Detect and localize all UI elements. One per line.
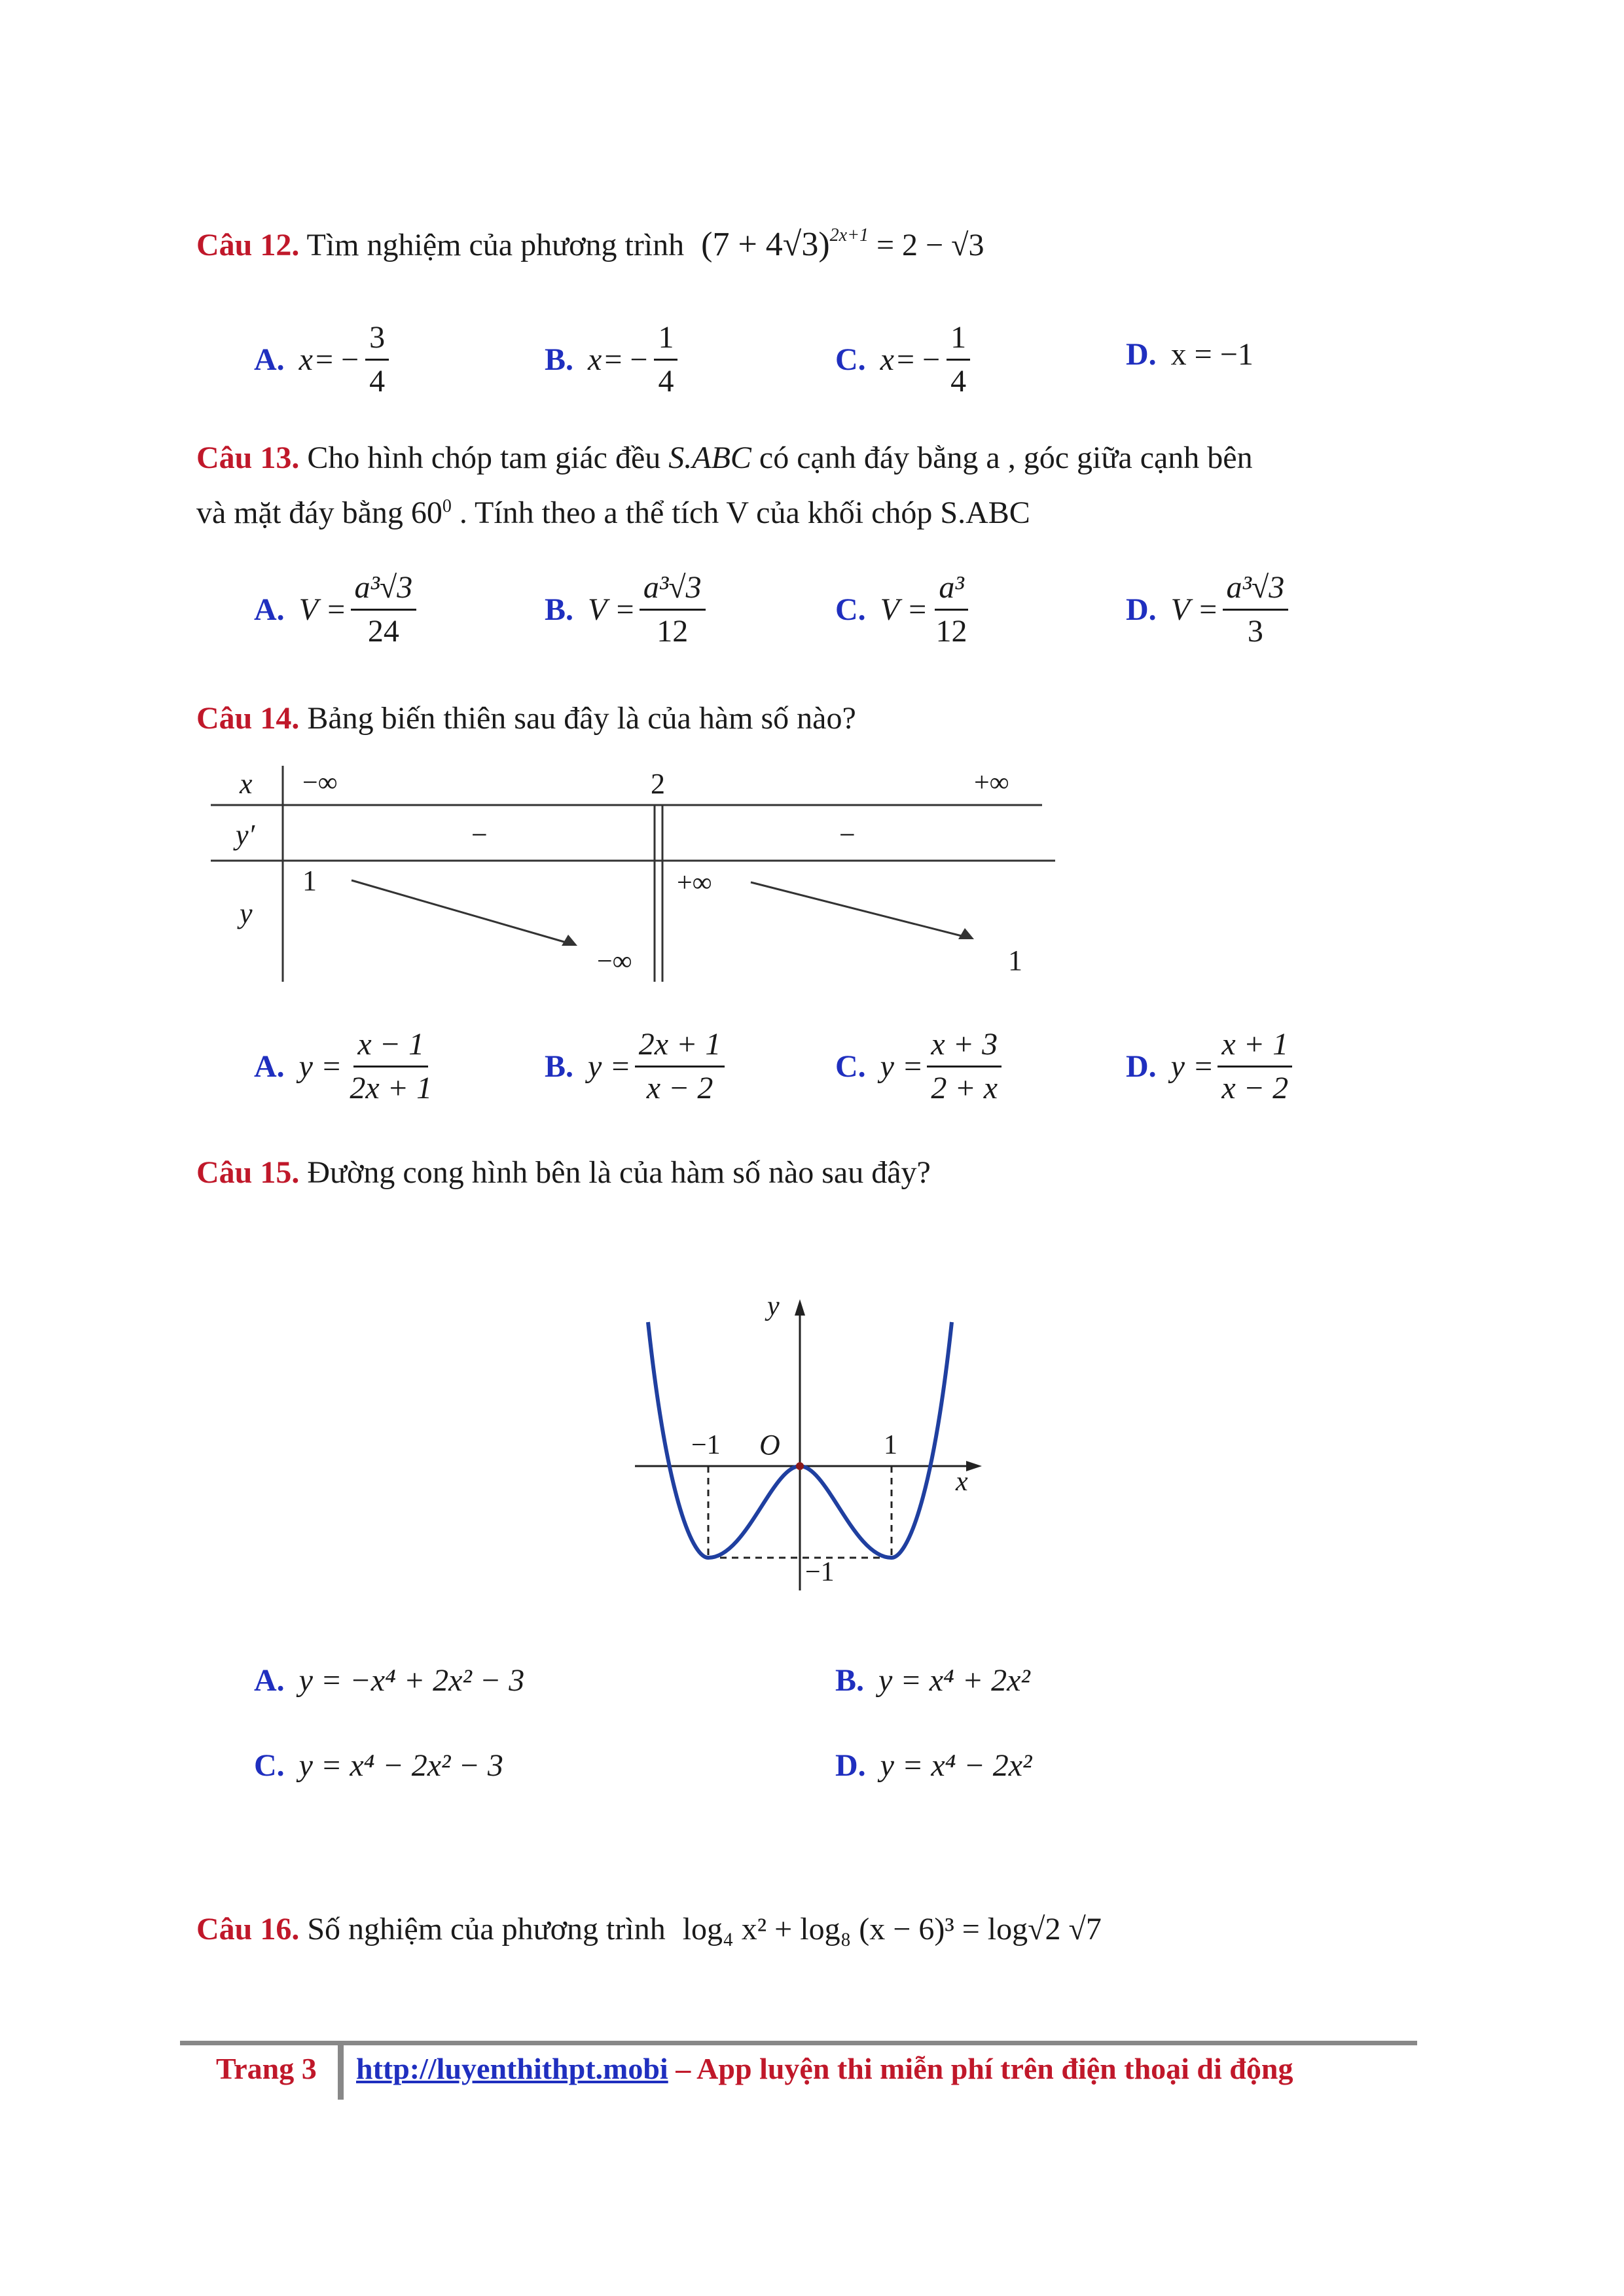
question-16 xyxy=(196,1910,1102,1949)
question-text: Đường cong hình bên là của hàm số nào sau đây? xyxy=(307,1155,931,1190)
option-label: A. xyxy=(254,592,285,627)
origin-point xyxy=(796,1462,804,1470)
numerator: a³√3 xyxy=(1223,569,1289,611)
arrowhead-right xyxy=(958,928,974,939)
tick-label-y-neg1: −1 xyxy=(805,1557,835,1587)
question-14 xyxy=(196,699,856,738)
option-fraction xyxy=(1218,1026,1292,1107)
equation-exponent: 2x+1 xyxy=(829,225,869,245)
x-right-value: +∞ xyxy=(974,768,1009,798)
option-label: C. xyxy=(835,1049,866,1084)
x-mid-value: 2 xyxy=(651,768,665,800)
denominator: 12 xyxy=(935,614,967,649)
tick-label-x-pos1: 1 xyxy=(884,1430,897,1460)
footer-separator xyxy=(338,2045,344,2100)
denominator: x − 2 xyxy=(646,1071,713,1105)
text-pre: Cho hình chóp tam giác đều xyxy=(307,440,669,475)
q12-option-c[interactable] xyxy=(835,319,974,400)
q15-option-d[interactable] xyxy=(835,1748,1032,1784)
q14-option-a[interactable] xyxy=(254,1026,440,1107)
numerator: a³√3 xyxy=(640,569,706,611)
option-label: D. xyxy=(1126,592,1157,627)
question-line-1 xyxy=(196,439,1427,478)
option-fraction xyxy=(947,319,970,400)
yprime-right-sign: − xyxy=(839,819,856,851)
option-label: A. xyxy=(254,342,285,377)
option-label: A. xyxy=(254,1049,285,1084)
option-label: D. xyxy=(1126,337,1157,372)
option-lhs: V = xyxy=(298,592,347,627)
q14-option-c[interactable] xyxy=(835,1026,1005,1107)
numerator: a³√3 xyxy=(351,569,417,611)
numerator: 3 xyxy=(365,319,389,361)
y-left-bottom: −∞ xyxy=(597,946,632,977)
option-lhs: y = xyxy=(880,1049,924,1084)
option-label: D. xyxy=(835,1748,866,1783)
option-label: C. xyxy=(835,592,866,627)
tick-label-x-neg1: −1 xyxy=(691,1430,721,1460)
option-lhs: V = xyxy=(1170,592,1219,627)
option-lhs: y = xyxy=(1170,1049,1214,1084)
q13-option-d[interactable] xyxy=(1126,569,1292,650)
variation-table-lines xyxy=(211,766,1055,988)
q13-option-a[interactable] xyxy=(254,569,420,650)
x-axis-arrow xyxy=(966,1461,982,1471)
q13-option-b[interactable] xyxy=(545,569,710,650)
option-lhs: y = xyxy=(298,1049,342,1084)
option-lhs: V = xyxy=(588,592,636,627)
equation: log₄ x² + log₈ (x − 6)³ = log√2 √7 xyxy=(682,1912,1102,1946)
option-var: x xyxy=(588,342,602,377)
q12-option-d[interactable] xyxy=(1126,336,1254,372)
footer-link[interactable]: http://luyenthithpt.mobi xyxy=(356,2052,668,2085)
denominator: 4 xyxy=(369,364,386,399)
option-sign: = − xyxy=(896,342,941,377)
option-text: y = x⁴ + 2x² xyxy=(878,1663,1030,1698)
question-label: Câu 12. xyxy=(196,228,300,262)
option-fraction xyxy=(351,569,417,650)
equation-left: (7 + 4√3) xyxy=(701,226,830,263)
numerator: x − 1 xyxy=(353,1026,428,1067)
denominator: x − 2 xyxy=(1221,1071,1289,1105)
option-label: A. xyxy=(254,1663,285,1698)
denominator: 4 xyxy=(950,364,967,399)
row-label-x: x xyxy=(240,768,253,800)
question-text: Tìm nghiệm của phương trình xyxy=(306,228,685,262)
question-13 xyxy=(196,439,1427,533)
option-lhs: y = xyxy=(588,1049,631,1084)
denominator: 12 xyxy=(657,614,689,649)
pyramid-name: S.ABC xyxy=(668,440,751,475)
option-label: D. xyxy=(1126,1049,1157,1084)
variation-table xyxy=(211,766,1055,988)
option-fraction xyxy=(927,1026,1001,1107)
decrease-arrow-right xyxy=(751,882,967,937)
row-label-yprime: y′ xyxy=(236,819,255,851)
denominator: 3 xyxy=(1247,614,1263,649)
option-label: B. xyxy=(835,1663,865,1698)
option-label: B. xyxy=(545,1049,574,1084)
q12-option-a[interactable] xyxy=(254,319,393,400)
option-sign: = − xyxy=(604,342,648,377)
denominator: 2 + x xyxy=(931,1071,998,1105)
option-text: y = x⁴ − 2x² xyxy=(880,1748,1032,1783)
denominator: 2x + 1 xyxy=(350,1071,433,1105)
q12-option-b[interactable] xyxy=(545,319,681,400)
option-text: x = −1 xyxy=(1170,337,1254,372)
decrease-arrow-left xyxy=(352,880,571,944)
denominator: 24 xyxy=(367,614,399,649)
option-sign: = − xyxy=(315,342,359,377)
question-line-2 xyxy=(196,487,1427,533)
numerator: x + 1 xyxy=(1218,1026,1292,1067)
option-fraction xyxy=(932,569,971,650)
row-label-y: y xyxy=(240,897,253,929)
footer-tagline: – App luyện thi miễn phí trên điện thoại di động xyxy=(668,2052,1293,2085)
q14-option-d[interactable] xyxy=(1126,1026,1296,1107)
angle-degree: 0 xyxy=(442,496,452,516)
option-fraction xyxy=(346,1026,436,1107)
question-text: Số nghiệm của phương trình xyxy=(307,1912,666,1946)
y-axis-arrow xyxy=(795,1299,805,1316)
numerator: 1 xyxy=(947,319,970,361)
y-axis-label: y xyxy=(767,1291,780,1321)
q13-option-c[interactable] xyxy=(835,569,975,650)
option-text: y = x⁴ − 2x² − 3 xyxy=(298,1748,503,1783)
numerator: a³ xyxy=(935,569,967,611)
y-left-top: 1 xyxy=(302,865,317,897)
option-label: C. xyxy=(254,1748,285,1783)
numerator: 2x + 1 xyxy=(635,1026,725,1067)
page-number: Trang 3 xyxy=(216,2052,317,2085)
q15-option-c[interactable] xyxy=(254,1748,503,1784)
question-label: Câu 14. xyxy=(196,701,300,736)
text-post: có cạnh đáy bằng a , góc giữa cạnh bên xyxy=(751,440,1253,475)
option-fraction xyxy=(640,569,706,650)
yprime-left-sign: − xyxy=(471,819,488,851)
x-left-value: −∞ xyxy=(302,768,338,798)
option-text: y = −x⁴ + 2x² − 3 xyxy=(298,1663,525,1698)
origin-label: O xyxy=(759,1429,780,1461)
question-text: Bảng biến thiên sau đây là của hàm số nào? xyxy=(307,701,856,736)
function-graph xyxy=(628,1289,1001,1617)
option-fraction xyxy=(635,1026,725,1107)
question-15 xyxy=(196,1153,931,1193)
equation xyxy=(701,225,984,263)
option-label: B. xyxy=(545,592,574,627)
option-label: B. xyxy=(545,342,574,377)
option-fraction xyxy=(1223,569,1289,650)
numerator: x + 3 xyxy=(927,1026,1001,1067)
denominator: 4 xyxy=(658,364,674,399)
option-label: C. xyxy=(835,342,866,377)
q14-option-b[interactable] xyxy=(545,1026,729,1107)
q15-option-a[interactable] xyxy=(254,1662,524,1698)
question-label: Câu 13. xyxy=(196,440,300,475)
text-post: . Tính theo a thể tích V của khối chóp S.ABC xyxy=(451,495,1030,530)
question-12 xyxy=(196,216,984,265)
option-var: x xyxy=(298,342,313,377)
angle-value: 60 xyxy=(410,495,442,530)
question-label: Câu 16. xyxy=(196,1912,300,1946)
q15-option-b[interactable] xyxy=(835,1662,1030,1698)
option-fraction xyxy=(654,319,677,400)
footer-rule xyxy=(180,2041,1417,2045)
text-pre: và mặt đáy bằng xyxy=(196,495,411,530)
numerator: 1 xyxy=(654,319,677,361)
equation-right: = 2 − √3 xyxy=(876,228,984,262)
y-right-bottom: 1 xyxy=(1008,944,1022,977)
footer-info xyxy=(356,2051,1293,2086)
question-label: Câu 15. xyxy=(196,1155,300,1190)
y-right-top: +∞ xyxy=(677,868,712,898)
option-var: x xyxy=(880,342,894,377)
option-fraction xyxy=(365,319,389,400)
x-axis-label: x xyxy=(956,1467,968,1497)
option-lhs: V = xyxy=(880,592,928,627)
arrowhead-left xyxy=(562,935,577,946)
